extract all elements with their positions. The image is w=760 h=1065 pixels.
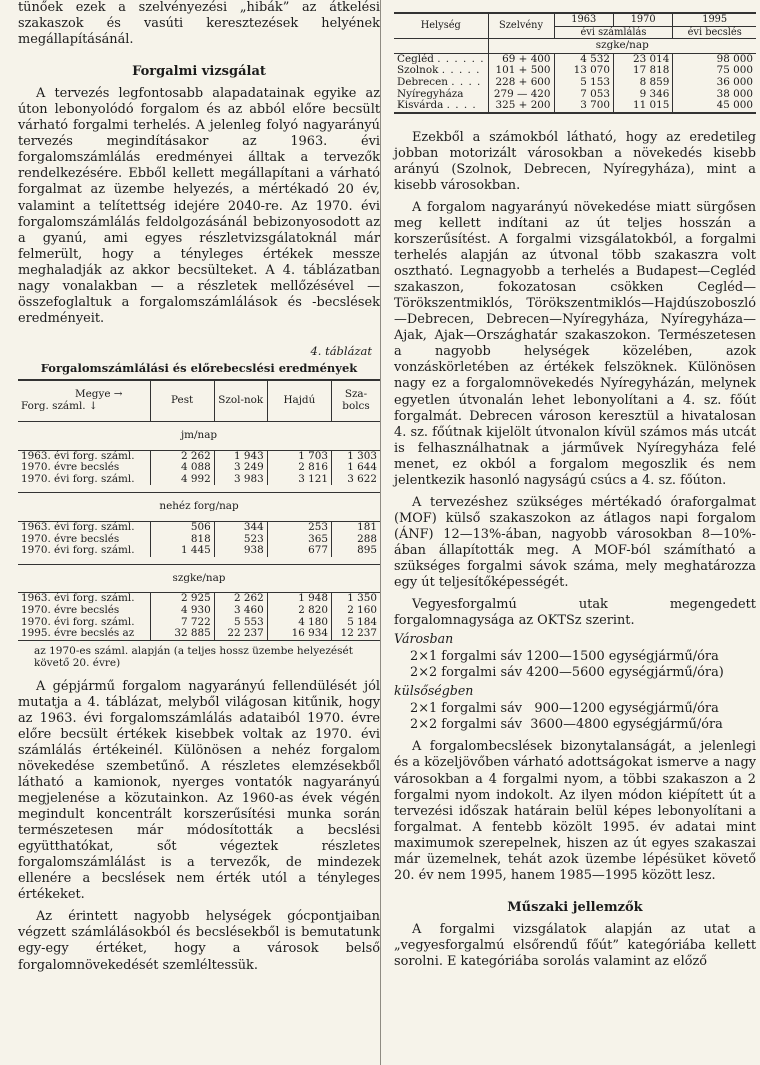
- table4-cell: 1 445: [150, 545, 214, 557]
- table4-col-header: Hajdú: [267, 380, 331, 422]
- table5-place: Cegléd . . . . . .: [397, 52, 485, 65]
- table4-row-label: 1963. évi forg. száml.: [21, 520, 135, 533]
- table4-cell: 7 722: [150, 617, 214, 629]
- table5-cell: 23 014: [613, 53, 672, 65]
- table5-place: Nyíregyháza: [397, 87, 464, 100]
- table5-cell: 45 000: [673, 100, 756, 113]
- table4-cell: 2 820: [267, 605, 331, 617]
- paragraph-forgalmi-2: A gépjármű forgalom nagyarányú fellendülését jól mutatja a 4. táblázat, melyből világosan kitűnik, hogy az 1963. évi forgalomszámlálás adataiból 1970. évre előre becsült értékek kisebbek voltak az 1970. évi számlálás értékeinél. Különösen a nehéz forgalom növekedése szembetűnő. A részletes elemzésekből látható a kamionok, nyerges vontatók nagyarányú megjelenése a közutainkon. Az 1960-as évek végén megindult koncentrált korszerűsítési munka során természetesen már módosították a becslési együtthatókat, sőt végeztek részletes forgalomszámlálást is a tervezők, de mindezek ellenére a becslések nem érték utól a tényleges értékeket.: [18, 678, 380, 903]
- lane-capacity-line: 2×1 forgalmi sáv 900—1200 egységjármű/óra: [410, 701, 719, 717]
- table4-cell: 1 703: [267, 450, 331, 462]
- table4-unit-row: [18, 493, 380, 522]
- table4-row-label: 1970. évi forg. száml.: [21, 472, 135, 485]
- table4-row-label: 1970. évre becslés: [21, 461, 120, 474]
- table4-cell: 4 180: [267, 617, 331, 629]
- table4-header-row: [18, 380, 380, 422]
- table4-unit-row: [18, 564, 380, 593]
- paragraph-forgalmi-1: A tervezés legfontosabb alapadatainak egyike az úton lebonyolódó forgalom és az abból előre becsült várható forgalmi terhelés. A jelenleg folyó nagyarányú tervezés megindításakor az 1963. évi forgalomszámlálás eredményei álltak a tervezők rendelkezésére. Ebből kellett megállapítani a várható forgalmat az üzembe helyezés, a mértékadó 20 év, valamint a telítettség idejére 2040-re. Az 1970. évi forgalomszámlálás feldolgozásánál bebizonyosodott az a gyanú, ami egyes részletvizsgálatoknál már felmerült, hogy a tényleges értékek messze meghaladják az akkor becsülteket. A 4. táblázatban nagy vonalakban — a részletek mellőzésével — összefoglaltuk a forgalomszámlálások és -becslések eredményeit.: [18, 86, 380, 326]
- table4-row-label: 1970. évi forg. száml.: [21, 615, 135, 628]
- right-column: [394, 0, 756, 970]
- table5-cell: 5 153: [554, 77, 613, 89]
- table5-cell: 101 + 500: [488, 65, 554, 77]
- table4-col-header: Sza-bolcs: [332, 380, 381, 422]
- table5-cell: 98 000: [673, 53, 756, 65]
- table4-unit-label: jm/nap: [18, 421, 380, 450]
- table5-header-helyseg: Helység: [394, 13, 488, 39]
- table4-row-label: 1970. évre becslés: [21, 532, 120, 545]
- table4-cell: 1 350: [332, 593, 381, 605]
- table4-cell: 5 553: [214, 617, 267, 629]
- table5: [394, 12, 756, 114]
- column-rule: [380, 0, 381, 1065]
- paragraph-right-3: A tervezéshez szükséges mértékadó óraforgalmat (MOF) külső szakaszokon az átlagos napi forgalom (ÁNF) 12—13%-ában, nagyobb városokban 8—10%-ában állapították meg. A MOF-ból számítható a szükséges forgalmi sávok száma, mely meghatározza egy út teljesítőképességét.: [394, 494, 756, 591]
- table5-cell: 17 818: [613, 65, 672, 77]
- section-heading-muszaki: Műszaki jellemzők: [507, 899, 643, 915]
- table4-cell: 365: [267, 534, 331, 546]
- intro-paragraph: tünőek ezek a szelvényezési „hibák” az átkelési szakaszok és vasúti keresztezések helyének megállapításánál.: [18, 0, 380, 48]
- table4-row-label: 1970. évi forg. száml.: [21, 544, 135, 557]
- table4: [18, 379, 380, 641]
- section-heading-forgalmi: Forgalmi vizsgálat: [132, 64, 266, 80]
- table5-unit-row: [394, 39, 756, 54]
- table4-cell: 16 934: [267, 628, 331, 640]
- table4-cell: 4 992: [150, 474, 214, 486]
- table4-cell: 181: [332, 521, 381, 533]
- table5-unit: szgke/nap: [488, 39, 756, 54]
- table4-cell: 4 930: [150, 605, 214, 617]
- table4-cell: 288: [332, 534, 381, 546]
- table4-col-header: Pest: [150, 380, 214, 422]
- table5-header-szelveny: Szelvény: [488, 13, 554, 39]
- table5-cell: 38 000: [673, 89, 756, 101]
- table4-cell: 2 262: [150, 450, 214, 462]
- table4-cell: 523: [214, 534, 267, 546]
- table5-place: Kisvárda . . . .: [397, 99, 477, 112]
- table4-number: 4. táblázat: [310, 343, 372, 358]
- table4-row: [18, 605, 380, 617]
- table5-cell: 228 + 600: [488, 77, 554, 89]
- table4-unit-label: szgke/nap: [18, 564, 380, 593]
- table4-cell: 5 184: [332, 617, 381, 629]
- table4-row: [18, 521, 380, 533]
- lane-capacity-line: 2×1 forgalmi sáv 1200—1500 egységjármű/óra: [410, 649, 719, 665]
- table4-cell: 3 983: [214, 474, 267, 486]
- table5-cell: 9 346: [613, 89, 672, 101]
- table5-header-row-1: [394, 13, 756, 26]
- table4-footnote: az 1970-es száml. alapján (a teljes hossz üzembe helyezését követő 20. évre): [34, 644, 353, 669]
- table5-header-evi-becsles: évi becslés: [673, 26, 756, 39]
- table4-cell: 818: [150, 534, 214, 546]
- table4-cell: 3 622: [332, 474, 381, 486]
- table5-header-1995: 1995: [673, 13, 756, 26]
- table5-cell: 7 053: [554, 89, 613, 101]
- table4-cell: 2 160: [332, 605, 381, 617]
- table5-place: Szolnok . . . . .: [397, 64, 481, 77]
- left-column: [18, 0, 380, 974]
- table4-cell: 1 943: [214, 450, 267, 462]
- table4-unit-row: [18, 421, 380, 450]
- table5-place: Debrecen . . . .: [397, 75, 482, 88]
- table4-cell: 1 303: [332, 450, 381, 462]
- lane-capacity-line: 2×2 forgalmi sáv 4200—5600 egységjármű/óra): [410, 665, 724, 681]
- table4-row: [18, 474, 380, 486]
- table4-cell: 3 249: [214, 462, 267, 474]
- table5-cell: 11 015: [613, 100, 672, 113]
- table4-cell: 32 885: [150, 628, 214, 640]
- paragraph-right-5: A forgalombecslések bizonytalanságát, a jelenlegi és a közeljövőben várható adottságokat ismerve a nagy városokban a 4 forgalmi nyom, a többi szakaszon a 2 forgalmi nyom indokolt. Az ilyen módon kiépített út a tervezési időszak határain belül képes lebonyolítani a forgalmat. A fentebb közölt 1995. év adatai mint maximumok szerepelnek, hiszen az út egyes szakaszai már üzemelnek, tehát azok üzembe lépésüket követő 20. év nem 1995, hanem 1985—1995 között lesz.: [394, 739, 756, 883]
- table5-cell: 69 + 400: [488, 53, 554, 65]
- lane-capacity-line: 2×2 forgalmi sáv 3600—4800 egységjármű/óra: [410, 717, 723, 733]
- table5-cell: 75 000: [673, 65, 756, 77]
- table4-cell: 1 948: [267, 593, 331, 605]
- table5-cell: 8 859: [613, 77, 672, 89]
- table5-cell: 3 700: [554, 100, 613, 113]
- table4-unit-label: nehéz forg/nap: [18, 493, 380, 522]
- table4-cell: 938: [214, 545, 267, 557]
- table5-row: [394, 100, 756, 113]
- table5-cell: 4 532: [554, 53, 613, 65]
- table5-cell: 279 — 420: [488, 89, 554, 101]
- paragraph-right-6: A forgalmi vizsgálatok alapján az utat a „vegyesforgalmú elsőrendű főút” kategóriába kellett sorolni. E kategóriába sorolás valamint az előző: [394, 921, 756, 969]
- table5-header-1963: 1963: [554, 13, 613, 26]
- table4-cell: 895: [332, 545, 381, 557]
- table4-cell: 3 121: [267, 474, 331, 486]
- table4-row-label: 1963. évi forg. száml.: [21, 592, 135, 605]
- table4-cell: 2 925: [150, 593, 214, 605]
- table5-cell: 13 070: [554, 65, 613, 77]
- table4-row: [18, 545, 380, 557]
- table4-row-label: 1995. évre becslés az: [21, 627, 135, 640]
- subheading-kulsosegben: külsőségben: [394, 683, 474, 699]
- table4-row-label: 1970. évre becslés: [21, 603, 120, 616]
- paragraph-right-1: Ezekből a számokból látható, hogy az eredetileg jobban motorizált városokban a növekedés kisebb arányú (Szolnok, Debrecen, Nyíregyháza), mint a kisebb városokban.: [394, 129, 756, 193]
- paragraph-right-4: Vegyesforgalmú utak megengedett forgalomnagysága az OKTSz szerint.: [394, 597, 756, 629]
- paragraph-forgalmi-3: Az érintett nagyobb helységek gócpontjaiban végzett számlálásokból és becslésekből is bemutatunk egy-egy értéket, hogy a városok belső forgalomnövekedését szemléltessük.: [18, 909, 380, 973]
- table4-cell: 4 088: [150, 462, 214, 474]
- table5-cell: 36 000: [673, 77, 756, 89]
- table4-cell: 3 460: [214, 605, 267, 617]
- table4-cell: 12 237: [332, 628, 381, 640]
- table4-cell: 344: [214, 521, 267, 533]
- table4-corner: Megye → Forg. száml. ↓: [18, 380, 150, 422]
- table5-header-evi-szamlalas: évi számlálás: [554, 26, 673, 39]
- table4-cell: 677: [267, 545, 331, 557]
- table4-cell: 253: [267, 521, 331, 533]
- table4-cell: 2 262: [214, 593, 267, 605]
- table5-cell: 325 + 200: [488, 100, 554, 113]
- table4-col-header: Szol-nok: [214, 380, 267, 422]
- table4-title: Forgalomszámlálási és előrebecslési eredmények: [40, 360, 358, 375]
- table4-row-label: 1963. évi forg. száml.: [21, 449, 135, 462]
- table4-cell: 22 237: [214, 628, 267, 640]
- table4-row: [18, 628, 380, 640]
- subheading-varosban: Városban: [394, 631, 454, 647]
- table4-cell: 506: [150, 521, 214, 533]
- table4-cell: 2 816: [267, 462, 331, 474]
- table5-header-1970: 1970: [613, 13, 672, 26]
- table4-cell: 1 644: [332, 462, 381, 474]
- paragraph-right-2: A forgalom nagyarányú növekedése miatt sürgősen meg kellett indítani az út teljes hosszán a korszerűsítést. A forgalmi vizsgálatokból, a forgalmi terhelés alapján az útvonal több szakaszra volt osztható. Legnagyobb a terhelés a Budapest—Cegléd szakaszon, fokozatosan csökken Cegléd—Törökszentmiklós, Törökszentmiklós—Hajdúszoboszló—Debrecen, Debrecen—Nyíregyháza, Nyíregyháza—Ajak, Ajak—Országhatár szakaszokon. Természetesen a nagyobb helységek közelében, azok vonzáskörletében az értékek felszöknek. Különösen nagy ez a forgalomnövekedés Nyíregyházán, melynek egyetlen útvonalán lehet lebonyolítani a 4. sz. főút forgalmát. Debrecen városon keresztül a hivatalosan 4. sz. főútnak kijelölt útvonalon kívül számos más utcát is felhasználhatnak a járművek Nyíregyháza felé menet, ez okból a forgalom megoszlik és nem jelentkezik hasonló nagyságú csúcs a 4. sz. főúton.: [394, 199, 756, 488]
